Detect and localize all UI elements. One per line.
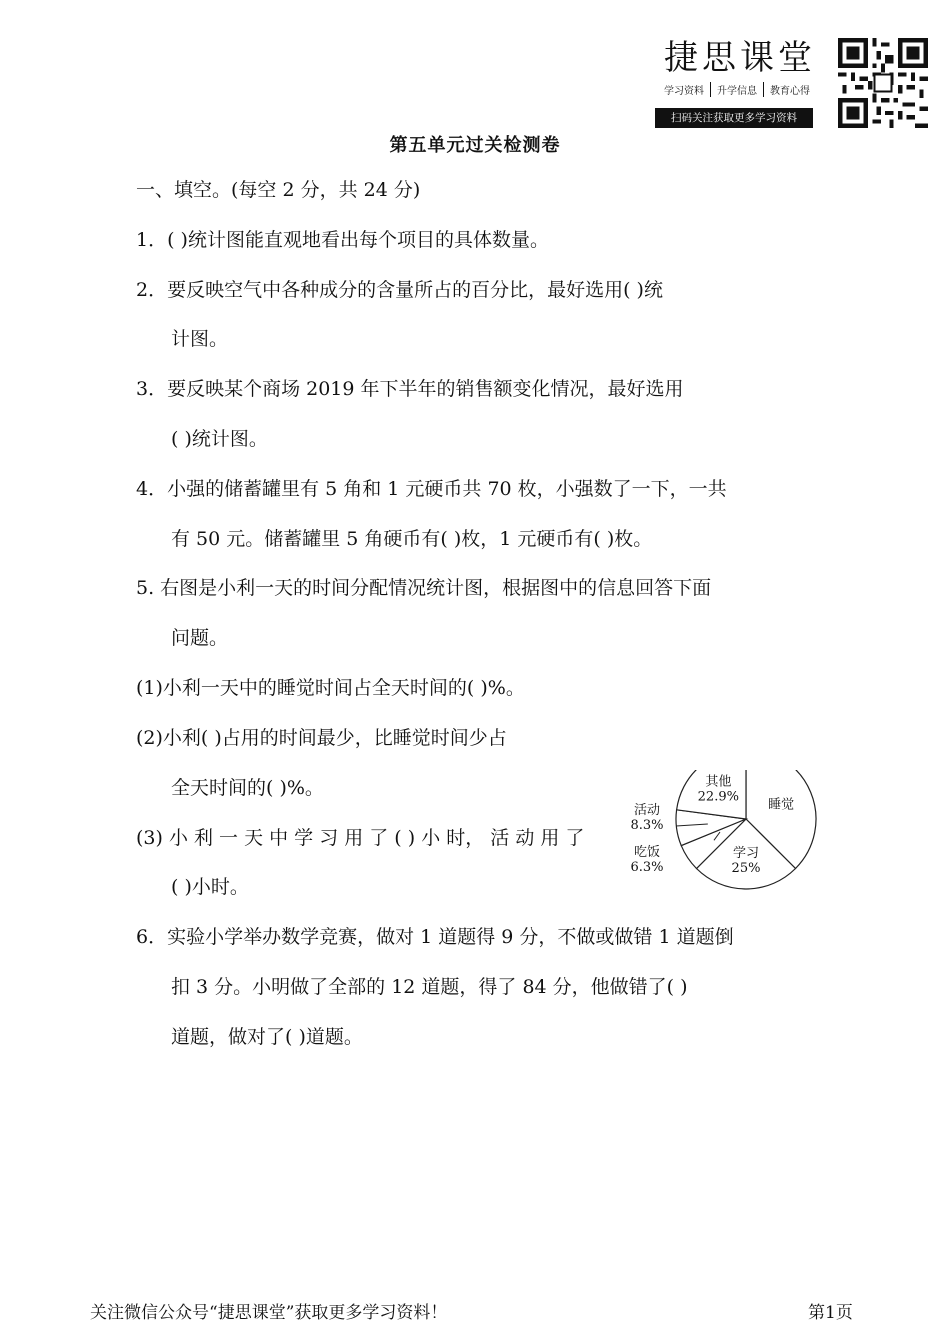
question-5-part-3: (3) 小 利 一 天 中 学 习 用 了 ( ) 小 时， 活 动 用 了 [136, 827, 585, 849]
question-2: 2．要反映空气中各种成分的含量所占的百分比，最好选用( )统 [136, 279, 663, 301]
question-5: 5. 右图是小利一天的时间分配情况统计图，根据图中的信息回答下面 [136, 577, 712, 599]
time-allocation-pie-chart [620, 770, 825, 900]
brand-tag: 升学信息 [711, 82, 764, 97]
question-5-part-3-continued: ( )小时。 [171, 876, 249, 898]
question-6: 6．实验小学举办数学竞赛，做对 1 道题得 9 分，不做或做错 1 道题倒 [136, 926, 734, 948]
pie-slice-label: 学习 [732, 846, 760, 861]
question-6-continued: 扣 3 分。小明做了全部的 12 道题，得了 84 分，他做错了( ) [171, 976, 688, 998]
question-5-part-2: (2)小利( )占用的时间最少，比睡觉时间少占 [136, 727, 507, 749]
question-5-part-2-continued: 全天时间的( )%。 [171, 777, 324, 799]
brand-logo-text: 捷思课堂 [664, 38, 816, 78]
qr-code-icon [838, 38, 928, 128]
brand-tag: 学习资料 [658, 82, 711, 97]
section-heading: 一、填空。(每空 2 分，共 24 分) [136, 179, 421, 201]
question-5-part-1: (1)小利一天中的睡觉时间占全天时间的( )%。 [136, 677, 525, 699]
question-1: 1．( )统计图能直观地看出每个项目的具体数量。 [136, 229, 549, 251]
question-4: 4．小强的储蓄罐里有 5 角和 1 元硬币共 70 枚，小强数了一下，一共 [136, 478, 727, 500]
pie-slice-label: 活动 [633, 803, 661, 818]
pie-slice-value-label: 22.9% [697, 789, 739, 805]
brand-tags [658, 82, 816, 97]
brand-banner: 扫码关注获取更多学习资料 [655, 108, 813, 128]
question-2-continued: 计图。 [171, 328, 229, 350]
pie-slice-label: 其他 [705, 774, 732, 790]
pie-slice-label: 睡觉 [768, 797, 795, 813]
question-6-continued-2: 道题，做对了( )道题。 [171, 1026, 363, 1048]
page-title: 第五单元过关检测卷 [389, 135, 561, 156]
question-5-continued: 问题。 [171, 627, 229, 649]
pie-slice-value-label: 8.3% [630, 818, 664, 833]
footer-note: 关注微信公众号“捷思课堂”获取更多学习资料！ [90, 1303, 448, 1323]
question-3-continued: ( )统计图。 [171, 428, 268, 450]
pie-slice-value-label: 6.3% [630, 860, 664, 875]
question-3: 3．要反映某个商场 2019 年下半年的销售额变化情况，最好选用 [136, 378, 684, 400]
page-number: 第1页 [808, 1303, 853, 1323]
brand-tag: 教育心得 [770, 86, 810, 97]
pie-slice-label: 吃饭 [633, 845, 661, 860]
pie-slice-value-label: 25% [731, 861, 761, 876]
question-4-continued: 有 50 元。储蓄罐里 5 角硬币有( )枚，1 元硬币有( )枚。 [171, 528, 653, 550]
